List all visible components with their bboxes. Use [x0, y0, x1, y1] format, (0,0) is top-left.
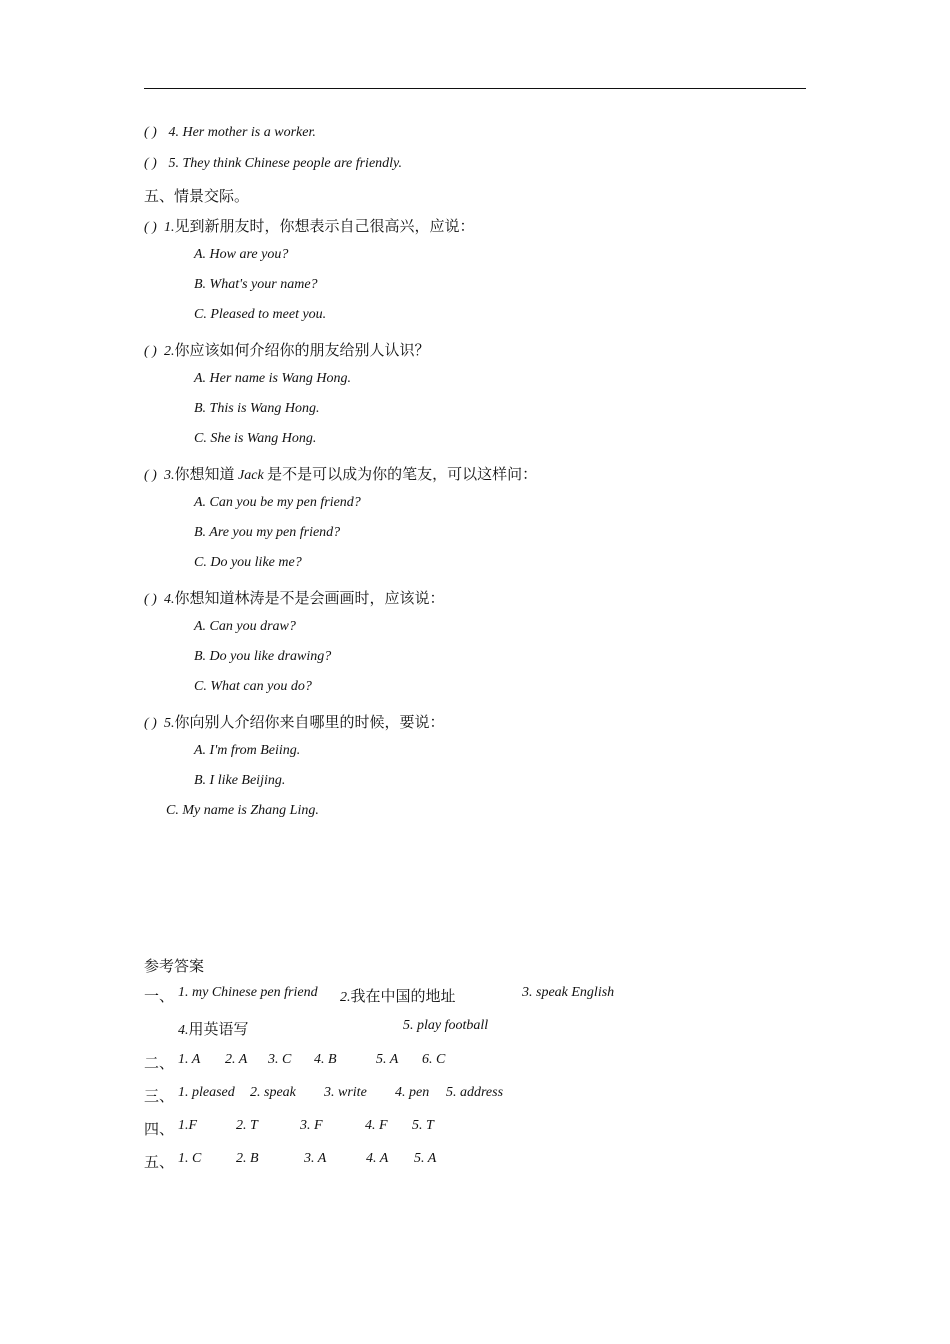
question-number: 2. [164, 344, 175, 359]
question-number: 5. [164, 716, 175, 731]
option: C. My name is Zhang Ling. [166, 803, 319, 818]
option: A. How are you? [194, 247, 289, 262]
question-item [144, 124, 316, 141]
question-prompt: 你想知道 [174, 465, 235, 483]
question-item [144, 155, 402, 172]
answer-row-label: 二、 [144, 1054, 175, 1072]
question-prompt: 是不是可以成为你的笔友，可以这样问： [267, 465, 538, 483]
answer-item: 3. speak English [522, 985, 615, 1000]
answer-text: 用英语写 [188, 1020, 249, 1038]
answer-item: 1. my Chinese pen friend [178, 985, 318, 1000]
question-prompt: 你想知道林涛是不是会画画时，应该说： [174, 589, 445, 607]
option: A. Her name is Wang Hong. [194, 371, 351, 386]
answer-row [144, 985, 174, 1006]
question-item [144, 587, 445, 608]
answer-blank: ( ) [144, 344, 157, 359]
option: B. What's your name? [194, 277, 318, 292]
answer-item: 5. address [446, 1085, 504, 1100]
answer-item: 2. A [225, 1052, 248, 1067]
question-text: 5. They think Chinese people are friendly. [168, 156, 402, 171]
answer-item: 4. F [365, 1118, 388, 1133]
question-number: 4. [164, 592, 175, 607]
option: A. Can you be my pen friend? [194, 495, 361, 510]
question-item [144, 215, 475, 236]
answer-row-label: 一、 [144, 987, 175, 1005]
answer-item: 2. T [236, 1118, 258, 1133]
option: C. Pleased to meet you. [194, 307, 327, 322]
answer-item [178, 1018, 249, 1039]
option: B. Do you like drawing? [194, 649, 332, 664]
answer-item: 1. pleased [178, 1085, 235, 1100]
question-prompt-name: Jack [234, 468, 268, 483]
option: C. Do you like me? [194, 555, 302, 570]
answer-blank: ( ) [144, 156, 157, 171]
answer-item: 2. B [236, 1151, 259, 1166]
question-number: 3. [164, 468, 175, 483]
answer-item: 4. A [366, 1151, 389, 1166]
answer-item: 3. F [300, 1118, 323, 1133]
answer-item: 5. T [412, 1118, 434, 1133]
answer-item [340, 985, 456, 1006]
answer-key-heading: 参考答案 [144, 957, 205, 975]
answer-item: 4. pen [395, 1085, 430, 1100]
answer-row-label: 五、 [144, 1153, 175, 1171]
option: B. I like Beijing. [194, 773, 286, 788]
answer-item: 1. A [178, 1052, 201, 1067]
answer-blank: ( ) [144, 468, 157, 483]
answer-blank: ( ) [144, 125, 157, 140]
question-item [144, 711, 445, 732]
answer-number: 2. [340, 990, 351, 1005]
question-item [144, 463, 537, 484]
question-number: 1. [164, 220, 175, 235]
section-heading: 五、情景交际。 [144, 187, 250, 205]
answer-item: 2. speak [250, 1085, 296, 1100]
header-rule [144, 88, 806, 89]
answer-item: 3. A [304, 1151, 327, 1166]
answer-item: 1.F [178, 1118, 198, 1133]
answer-item: 6. C [422, 1052, 446, 1067]
answer-text: 我在中国的地址 [350, 987, 456, 1005]
answer-item: 1. C [178, 1151, 202, 1166]
option: B. This is Wang Hong. [194, 401, 320, 416]
option: A. Can you draw? [194, 619, 296, 634]
option: A. I'm from Beiing. [194, 743, 301, 758]
question-text: 4. Her mother is a worker. [168, 125, 316, 140]
answer-number: 4. [178, 1023, 189, 1038]
answer-item: 3. C [268, 1052, 292, 1067]
answer-blank: ( ) [144, 716, 157, 731]
question-prompt: 你应该如何介绍你的朋友给别人认识？ [174, 341, 430, 359]
option: C. What can you do? [194, 679, 312, 694]
option: B. Are you my pen friend? [194, 525, 341, 540]
answer-row-label: 四、 [144, 1120, 175, 1138]
option: C. She is Wang Hong. [194, 431, 317, 446]
answer-blank: ( ) [144, 592, 157, 607]
answer-row-label: 三、 [144, 1087, 175, 1105]
question-prompt: 你向别人介绍你来自哪里的时候，要说： [174, 713, 445, 731]
answer-item: 5. A [376, 1052, 399, 1067]
answer-item: 3. write [324, 1085, 367, 1100]
question-prompt: 见到新朋友时，你想表示自己很高兴，应说： [174, 217, 475, 235]
answer-item: 5. play football [403, 1018, 489, 1033]
answer-item: 4. B [314, 1052, 337, 1067]
question-item [144, 339, 430, 360]
answer-blank: ( ) [144, 220, 157, 235]
answer-item: 5. A [414, 1151, 437, 1166]
